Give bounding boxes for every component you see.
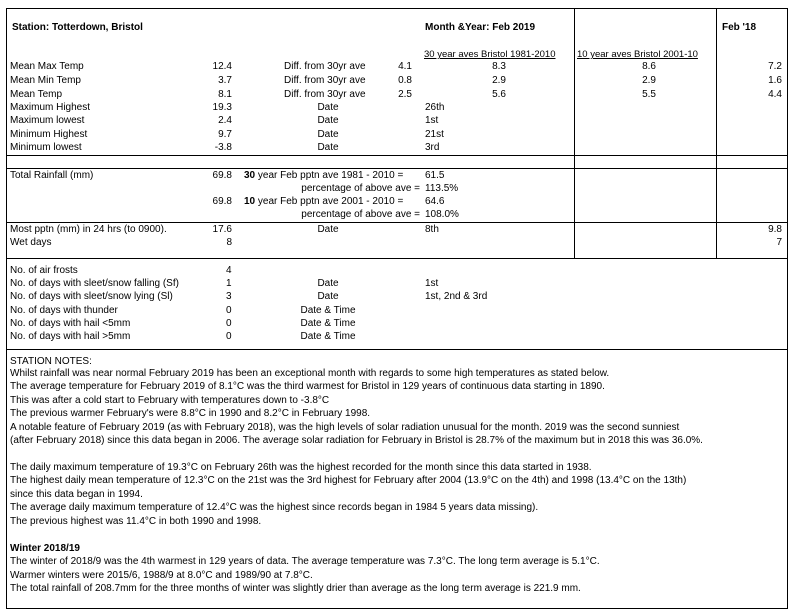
days-label: No. of days with hail >5mm — [10, 331, 131, 342]
prev-value: 7 — [776, 237, 782, 248]
rain-value: 69.8 — [212, 170, 232, 181]
date-label: Date — [317, 278, 339, 289]
diff-value: 2.5 — [398, 89, 412, 100]
note-line: This was after a cold start to February with temperatures down to -3.8°C — [10, 395, 330, 406]
date-label: Date — [317, 102, 339, 113]
frame-right — [787, 8, 788, 609]
winter-line: Warmer winters were 2015/6, 1988/9 at 8.0°C and 1989/90 at 7.8°C. — [10, 570, 313, 581]
extreme-label: Maximum Highest — [10, 102, 91, 113]
note-line: The average daily maximum temperature of 12.4°C was the highest since records began in 1984 5 years data missing). — [10, 502, 539, 513]
pptn-value: 17.6 — [212, 224, 232, 235]
temp-label: Mean Max Temp — [10, 61, 84, 72]
rain-value-2: 69.8 — [212, 196, 232, 207]
diff-value: 4.1 — [398, 61, 412, 72]
winter-line: The winter of 2018/9 was the 4th warmest in 129 years of data. The average temperature was 7.3°C. The long term average is 5.1°C. — [10, 556, 600, 567]
rain-ave30-line — [244, 170, 403, 182]
prev-year-title: Feb '18 — [722, 22, 757, 33]
divider-after-rain — [6, 222, 787, 223]
temp-label: Mean Min Temp — [10, 75, 81, 86]
ave30-value: 2.9 — [492, 75, 506, 86]
frame-left — [6, 8, 7, 609]
prev-value: 7.2 — [768, 61, 782, 72]
temp-value: 3.7 — [218, 75, 232, 86]
col-divider-prev — [716, 8, 717, 258]
days-label: No. of days with hail <5mm — [10, 318, 131, 329]
extreme-date: 21st — [425, 129, 444, 140]
note-line: Whilst rainfall was near normal February 2019 has been an exceptional month with regards to some high temperatures as stated below. — [10, 368, 610, 379]
days-date: 1st, 2nd & 3rd — [425, 291, 488, 302]
diff-label: Diff. from 30yr ave — [284, 89, 366, 100]
date-time-label: Date & Time — [300, 331, 356, 342]
pptn-label: Most pptn (mm) in 24 hrs (to 0900). — [10, 224, 167, 235]
note-line: The previous highest was 11.4°C in both 1990 and 1998. — [10, 516, 262, 527]
date-time-label: Date & Time — [300, 318, 356, 329]
diff-value: 0.8 — [398, 75, 412, 86]
ave10-value: 2.9 — [642, 75, 656, 86]
date-label: Date — [317, 224, 339, 235]
extreme-date: 26th — [425, 102, 445, 113]
divider-after-pptn — [6, 258, 787, 259]
extreme-value: 9.7 — [218, 129, 232, 140]
extreme-value: 19.3 — [212, 102, 232, 113]
extreme-value: 2.4 — [218, 115, 232, 126]
rain-label: Total Rainfall (mm) — [10, 170, 94, 181]
days-value: 0 — [226, 331, 232, 342]
temp-value: 8.1 — [218, 89, 232, 100]
frame-top — [6, 8, 787, 9]
date-label: Date — [317, 129, 339, 140]
col-divider-month — [574, 8, 575, 258]
diff-label: Diff. from 30yr ave — [284, 61, 366, 72]
divider-before-rain — [6, 168, 787, 169]
rain-ave30-years: 30 — [244, 170, 256, 181]
rain-ave30-text: year Feb pptn ave 1981 - 2010 = — [255, 170, 404, 181]
ave30-value: 8.3 — [492, 61, 506, 72]
days-value: 4 — [226, 265, 232, 276]
extreme-date: 3rd — [425, 142, 440, 153]
days-label: No. of days with sleet/snow falling (Sf) — [10, 278, 179, 289]
days-label: No. of air frosts — [10, 265, 78, 276]
date-label: Date — [317, 291, 339, 302]
ave30-value: 5.6 — [492, 89, 506, 100]
frame-bottom — [6, 608, 787, 609]
note-line: The average temperature for February 2019 of 8.1°C was the third warmest for Bristol in 129 years of continuous data starting in 1890. — [10, 381, 605, 392]
notes-heading: STATION NOTES: — [10, 356, 92, 367]
rain-ave10-text: year Feb pptn ave 2001 - 2010 = — [255, 196, 404, 207]
date-time-label: Date & Time — [300, 305, 356, 316]
pptn-label: Wet days — [10, 237, 52, 248]
diff-label: Diff. from 30yr ave — [284, 75, 366, 86]
ave30-heading: 30 year aves Bristol 1981-2010 — [424, 49, 556, 60]
rain-ave10-years: 10 — [244, 196, 256, 207]
rain-ave30-value: 61.5 — [425, 170, 445, 181]
days-value: 3 — [226, 291, 232, 302]
divider-after-temps — [6, 155, 787, 156]
note-line: (after February 2018) since this data began in 2006. The average solar radiation for February in Bristol is 28.7% of the maximum but in 2018 this was 36.0%. — [10, 435, 703, 446]
note-line: The daily maximum temperature of 19.3°C on February 26th was the highest recorded for the month since this data started in 1938. — [10, 462, 592, 473]
note-line: The previous warmer February's were 8.8°C in 1990 and 8.2°C in February 1998. — [10, 408, 371, 419]
rain-pct2-label: percentage of above ave = — [301, 209, 420, 220]
rain-pct1-value: 113.5% — [425, 183, 459, 194]
extreme-value: -3.8 — [214, 142, 232, 153]
temp-label: Mean Temp — [10, 89, 63, 100]
rain-pct2-value: 108.0% — [425, 209, 459, 220]
winter-line: The total rainfall of 208.7mm for the three months of winter was slightly drier than average as the long term average is 221.9 mm. — [10, 583, 581, 594]
extreme-label: Maximum lowest — [10, 115, 85, 126]
note-line: A notable feature of February 2019 (as with February 2018), was the high levels of solar radiation unusual for the month. 2019 was the second sunniest — [10, 422, 680, 433]
date-label: Date — [317, 115, 339, 126]
prev-value: 1.6 — [768, 75, 782, 86]
temp-value: 12.4 — [212, 61, 232, 72]
extreme-label: Minimum Highest — [10, 129, 88, 140]
ave10-value: 5.5 — [642, 89, 656, 100]
rain-ave10-value: 64.6 — [425, 196, 445, 207]
days-date: 1st — [425, 278, 439, 289]
rain-pct1-label: percentage of above ave = — [301, 183, 420, 194]
note-line: since this data began in 1994. — [10, 489, 143, 500]
winter-heading: Winter 2018/19 — [10, 543, 80, 554]
extreme-label: Minimum lowest — [10, 142, 82, 153]
days-label: No. of days with thunder — [10, 305, 118, 316]
note-line: The highest daily mean temperature of 12.3°C on the 21st was the 3rd highest for February after 2004 (13.9°C on the 4th) and 1998 (13.4°C on the 13th) — [10, 475, 687, 486]
month-year-title: Month &Year: Feb 2019 — [425, 22, 536, 33]
prev-value: 4.4 — [768, 89, 782, 100]
days-value: 0 — [226, 305, 232, 316]
pptn-date: 8th — [425, 224, 439, 235]
prev-value: 9.8 — [768, 224, 782, 235]
days-label: No. of days with sleet/snow lying (Sl) — [10, 291, 173, 302]
divider-before-notes — [6, 349, 787, 350]
station-title: Station: Totterdown, Bristol — [12, 22, 143, 33]
days-value: 1 — [226, 278, 232, 289]
rain-ave10-line — [244, 196, 403, 208]
ave10-heading: 10 year aves Bristol 2001-10 — [577, 49, 698, 60]
extreme-date: 1st — [425, 115, 439, 126]
days-value: 0 — [226, 318, 232, 329]
ave10-value: 8.6 — [642, 61, 656, 72]
pptn-value: 8 — [226, 237, 232, 248]
date-label: Date — [317, 142, 339, 153]
